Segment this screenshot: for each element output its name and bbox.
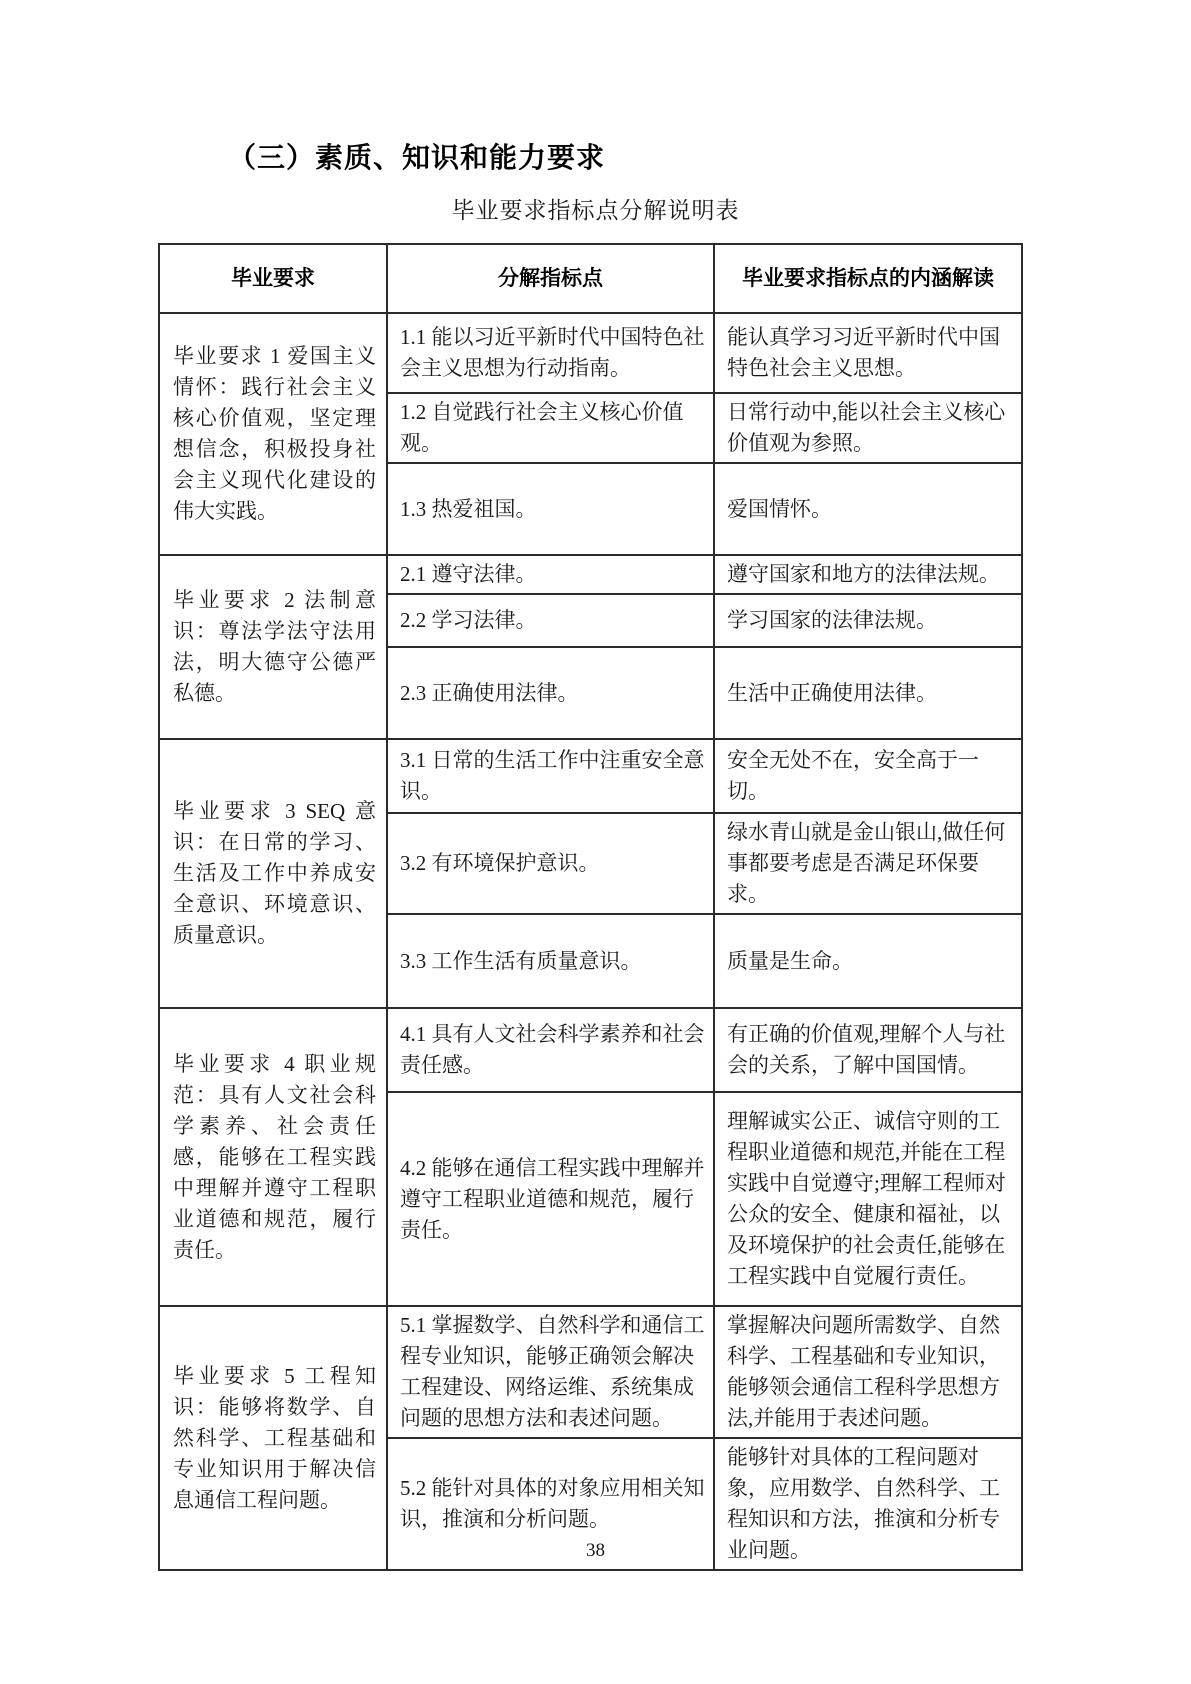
interpretation-cell: 日常行动中,能以社会主义核心价值观为参照。 [714,393,1022,463]
indicator-cell: 2.1 遵守法律。 [387,555,714,594]
indicator-cell: 1.1 能以习近平新时代中国特色社会主义思想为行动指南。 [387,313,714,393]
indicator-cell: 2.2 学习法律。 [387,594,714,647]
column-header-interpretation: 毕业要求指标点的内涵解读 [714,244,1022,313]
interpretation-cell: 爱国情怀。 [714,463,1022,555]
requirement-cell: 毕业要求 4 职业规范：具有人文社会科学素养、社会责任感，能够在工程实践中理解并遵守工程职业道德和规范，履行责任。 [159,1008,387,1306]
interpretation-cell: 能够针对具体的工程问题对象，应用数学、自然科学、工程知识和方法，推演和分析专业问题。 [714,1438,1022,1570]
requirement-cell: 毕业要求 2 法制意识：尊法学法守法用法，明大德守公德严私德。 [159,555,387,739]
requirement-cell: 毕业要求 3 SEQ 意识：在日常的学习、生活及工作中养成安全意识、环境意识、质量意识。 [159,739,387,1008]
table-row [159,739,1022,813]
interpretation-cell: 绿水青山就是金山银山,做任何事都要考虑是否满足环保要求。 [714,813,1022,914]
interpretation-cell: 安全无处不在，安全高于一切。 [714,739,1022,813]
interpretation-cell: 生活中正确使用法律。 [714,647,1022,739]
interpretation-cell: 有正确的价值观,理解个人与社会的关系，了解中国国情。 [714,1008,1022,1092]
indicator-cell: 4.1 具有人文社会科学素养和社会责任感。 [387,1008,714,1092]
column-header-requirement: 毕业要求 [159,244,387,313]
indicator-cell: 5.1 掌握数学、自然科学和通信工程专业知识，能够正确领会解决工程建设、网络运维、系统集成问题的思想方法和表述问题。 [387,1306,714,1438]
interpretation-cell: 遵守国家和地方的法律法规。 [714,555,1022,594]
indicator-cell: 3.2 有环境保护意识。 [387,813,714,914]
indicator-cell: 3.3 工作生活有质量意识。 [387,914,714,1008]
table-title: 毕业要求指标点分解说明表 [451,198,740,223]
indicator-cell: 3.1 日常的生活工作中注重安全意识。 [387,739,714,813]
interpretation-cell: 学习国家的法律法规。 [714,594,1022,647]
indicator-cell: 5.2 能针对具体的对象应用相关知识，推演和分析问题。 [387,1438,714,1570]
interpretation-cell: 理解诚实公正、诚信守则的工程职业道德和规范,并能在工程实践中自觉遵守;理解工程师对公众的安全、健康和福祉，以及环境保护的社会责任,能够在工程实践中自觉履行责任。 [714,1092,1022,1306]
page-number: 38 [586,1540,605,1561]
table-row [159,555,1022,594]
interpretation-cell: 掌握解决问题所需数学、自然科学、工程基础和专业知识，能够领会通信工程科学思想方法,并能用于表述问题。 [714,1306,1022,1438]
interpretation-cell: 能认真学习习近平新时代中国特色社会主义思想。 [714,313,1022,393]
table-row [159,313,1022,393]
indicator-cell: 2.3 正确使用法律。 [387,647,714,739]
requirement-cell: 毕业要求 1 爱国主义情怀：践行社会主义核心价值观，坚定理想信念，积极投身社会主义现代化建设的伟大实践。 [159,313,387,555]
indicator-cell: 1.2 自觉践行社会主义核心价值观。 [387,393,714,463]
indicator-cell: 1.3 热爱祖国。 [387,463,714,555]
requirement-cell: 毕业要求 5 工程知识：能够将数学、自然科学、工程基础和专业知识用于解决信息通信工程问题。 [159,1306,387,1570]
header-row [159,244,1022,313]
section-heading: （三）素质、知识和能力要求 [228,141,606,174]
table-row [159,1008,1022,1092]
graduation-requirements-table [158,243,1021,1571]
interpretation-cell: 质量是生命。 [714,914,1022,1008]
indicator-cell: 4.2 能够在通信工程实践中理解并遵守工程职业道德和规范，履行责任。 [387,1092,714,1306]
table-row [159,1306,1022,1438]
column-header-indicator: 分解指标点 [387,244,714,313]
